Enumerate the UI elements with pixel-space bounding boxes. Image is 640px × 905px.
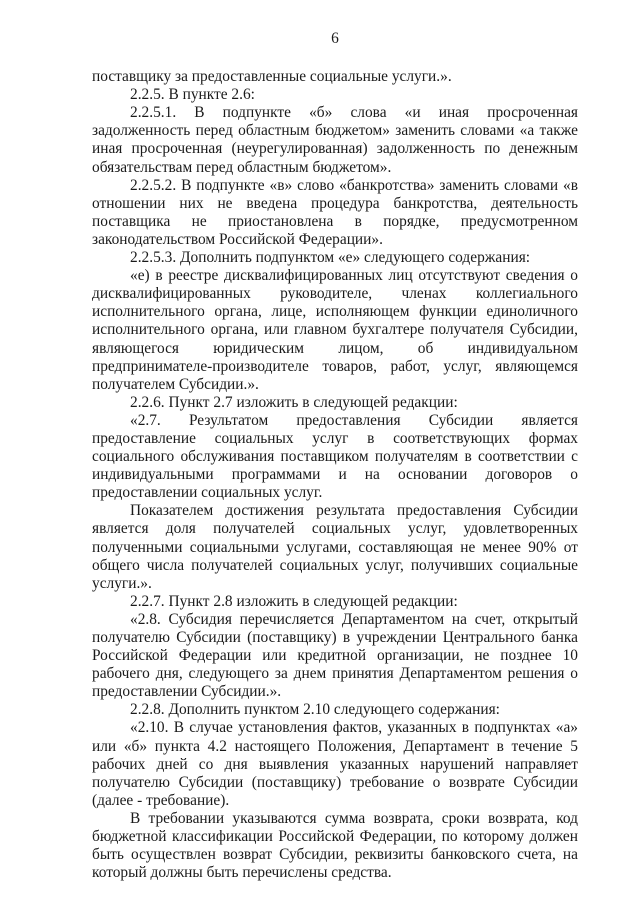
paragraph: Показателем достижения результата предоставления Субсидии является доля получателей социальных услуг, удовлетворенных полученными социальными услугами, составляющая не менее 90% от общего числа получателей социальных услуг, получивших социальные услуги.».: [92, 502, 578, 592]
paragraph: 2.2.5.3. Дополнить подпунктом «е» следующего содержания:: [130, 249, 531, 267]
paragraph: 2.2.5. В пункте 2.6:: [130, 86, 255, 104]
document-body: [92, 68, 578, 882]
paragraph: 2.2.5.2. В подпункте «в» слово «банкротства» заменить словами «в отношении них не введена процедура банкротства, деятельность поставщика не приостановлена в порядке, предусмотренном законодательством Российской Федерации».: [92, 176, 578, 248]
paragraph: 2.2.6. Пункт 2.7 изложить в следующей редакции:: [130, 393, 458, 411]
paragraph: «2.10. В случае установления фактов, указанных в подпунктах «а» или «б» пункта 4.2 настоящего Положения, Департамент в течение 5 рабочих дней со дня выявления указанных нарушений направляет получателю Субсидии (поставщику) требование о возврате Субсидии (далее - требование).: [92, 719, 578, 809]
paragraph: В требовании указываются сумма возврата, сроки возврата, код бюджетной классификации Российской Федерации, по которому должен быть осуществлен возврат Субсидии, реквизиты банковского счета, на который должны быть перечислены средства.: [92, 809, 578, 882]
paragraph: 2.2.7. Пункт 2.8 изложить в следующей редакции:: [130, 592, 458, 610]
document-page: [92, 30, 578, 882]
page-number: 6: [331, 30, 339, 47]
paragraph: «е) в реестре дисквалифицированных лиц отсутствуют сведения о дисквалифицированных руководителе, членах коллегиального исполнительного органа, лице, исполняющем функции единоличного исполнительного органа, или главном бухгалтере получателя Субсидии, являющегося юридическим лицом, об индивидуальном предпринимателе-производителе товаров, работ, услуг, являющемся получателем Субсидии.».: [92, 267, 578, 393]
paragraph: 2.2.8. Дополнить пунктом 2.10 следующего содержания:: [130, 701, 500, 719]
paragraph: поставщику за предоставленные социальные услуги.».: [92, 68, 452, 86]
paragraph: 2.2.5.1. В подпункте «б» слова «и иная просроченная задолженность перед областным бюджетом» заменить словами «а также иная просроченная (неурегулированная) задолженность по денежным обязательствам перед областным бюджетом».: [92, 104, 578, 176]
paragraph: «2.7. Результатом предоставления Субсидии является предоставление социальных услуг в соответствующих формах социального обслуживания поставщиком получателям в соответствии с индивидуальными программами и на основании договоров о предоставлении социальных услуг.: [92, 411, 578, 502]
paragraph: «2.8. Субсидия перечисляется Департаментом на счет, открытый получателю Субсидии (поставщику) в учреждении Центрального банка Российской Федерации или кредитной организации, не позднее 10 рабочего дня, следующего за днем принятия Департаментом решения о предоставлении Субсидии.».: [92, 610, 578, 701]
